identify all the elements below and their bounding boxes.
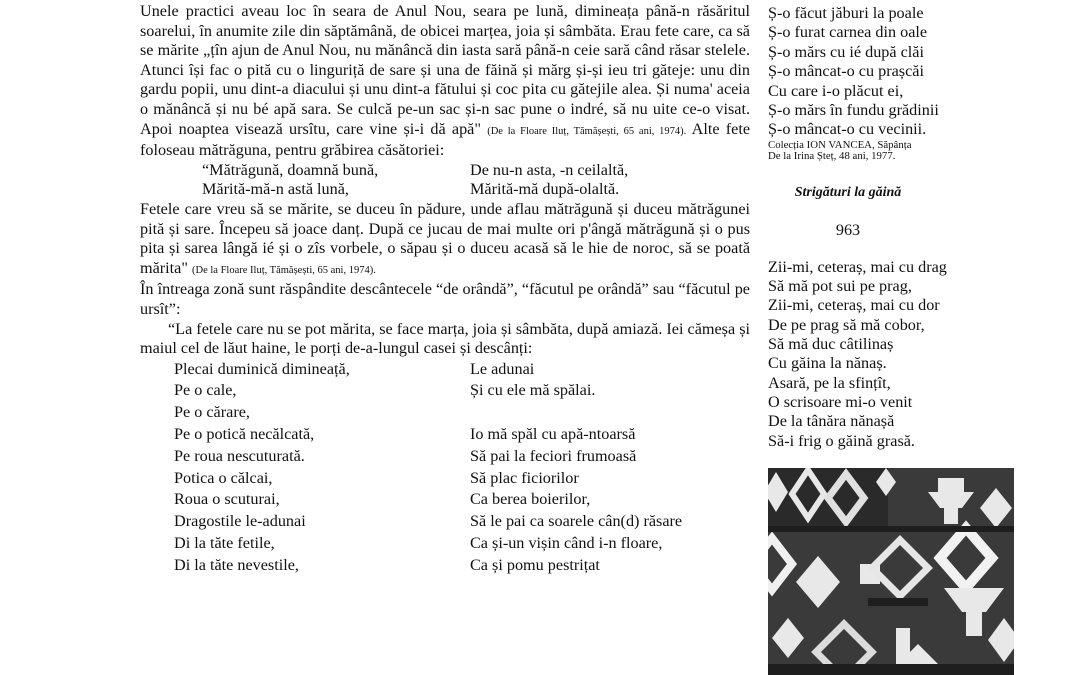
verse-line: Pe o potică necălcată,: [174, 425, 315, 444]
verse-line: Pe o cale,: [174, 381, 237, 400]
verse-line: Di la tăte fetile,: [174, 534, 275, 553]
poem-line: Să mă duc câtilinaș: [768, 335, 894, 354]
paragraph-mandrake-ritual: [140, 200, 750, 280]
embroidery-photo: [768, 468, 1014, 675]
verse-line-left: Mărită-mă-n astă lună,: [202, 180, 349, 199]
embroidery-pattern-image: [768, 468, 1014, 675]
paragraph-tail: Alte fete foloseau mătrăguna, pentru grăbirea căsătoriei:: [140, 119, 750, 160]
verse-line-right: Mărită-mă după-olaltă.: [470, 180, 620, 199]
poem-line: Ș-o furat carnea din oale: [768, 23, 928, 42]
verse-line: Să plac ficiorilor: [470, 468, 579, 487]
verse-line: Potica o călcai,: [174, 468, 273, 487]
paragraph-text: Fetele care vreu să se mărite, se duceu în pădure, unde aflau mătrăgună și duceu mătrăgunei pită și sare. Începeu să joace danț. După ce jucau de mai multe ori p'ângă mătrăgună și o pus pita și sarea lângă ié și o zîs vorbele, o săpau și o duceu acasă să le hie de noroc, să se poată mărita": [140, 199, 750, 277]
poem-line: Asară, pe la sfințît,: [768, 373, 891, 392]
verse-line: Ca și-un vișin când i-n floare,: [470, 534, 663, 553]
poem-line: Cu găina la nănaș.: [768, 354, 887, 373]
verse-line-left: “Mătrăgună, doamnă bună,: [202, 160, 379, 179]
charm-verses: [140, 359, 750, 577]
poem-line: Ș-o mărs cu ié după clăi: [768, 42, 924, 61]
verse-line: Ca și pomu pestrițat: [470, 555, 600, 574]
poem-number: 963: [835, 220, 861, 239]
poem-continuation: [768, 4, 1000, 140]
mandrake-verse: [140, 161, 750, 200]
poem-line: De la tânăra nănașă: [768, 412, 895, 431]
section-title: Strigături la găină: [794, 184, 902, 200]
main-column: [140, 0, 750, 577]
poem-line: Ș-o făcut jăburi la poale: [768, 4, 924, 22]
verse-line-right: De nu-n asta, -n ceilaltă,: [470, 160, 629, 179]
verse-column-left: [140, 359, 470, 577]
source-citation: (De la Floare Iluț, Tămășești, 65 ani, 1974).: [192, 264, 376, 276]
poem-line: Zii-mi, ceteraș, mai cu dor: [768, 296, 940, 315]
source-citation: (De la Floare Iluț, Tămășești, 65 ani, 1974).: [487, 125, 687, 137]
poem-line: Cu care i-o plăcut ei,: [768, 81, 904, 100]
poem-line: O scrisoare mi-o venit: [768, 392, 913, 411]
poem-line: Ș-o mâncat-o cu vecinii.: [768, 120, 927, 139]
paragraph-charm-instructions: “La fetele care nu se pot mărita, se face marța, joia și sâmbăta, după amiază. Iei cămeșa și maiul cel de lăut haine, le porți de-a-lungul casei și descânți:: [140, 319, 751, 358]
paragraph-charms-intro: În întreaga zonă sunt răspândite descântecele “de orândă”, “făcutul pe orândă” sau “făcutul pe ursît”:: [140, 280, 750, 318]
verse-line: Dragostile le-adunai: [174, 512, 306, 531]
poem-line: Ș-o mâncat-o cu prașcăi: [768, 62, 924, 81]
poem-line: Ș-o mărs în fundu grădinii: [768, 101, 939, 120]
verse-line: Le adunai: [470, 359, 535, 378]
poem-line: Zii-mi, ceteraș, mai cu drag: [768, 257, 947, 276]
collection-credit: Colecția ION VANCEA, Săpânța: [768, 138, 912, 151]
informant-credit: De la Irina Șteț, 48 ani, 1977.: [768, 150, 896, 163]
poem-line: Să mă pot sui pe prag,: [768, 277, 912, 296]
verse-line: Să pai la feciori frumoasă: [470, 446, 637, 465]
side-column: [768, 4, 1000, 451]
verse-line: Roua o scuturai,: [174, 490, 280, 509]
verse-line: Să le pai ca soarele cân(d) răsare: [470, 512, 683, 531]
poem-strigaturi: [768, 258, 1000, 451]
verse-column-right: [470, 359, 682, 577]
verse-line: Ca berea boierilor,: [470, 490, 591, 509]
verse-line: Io mă spăl cu apă-ntoarsă: [470, 425, 636, 444]
verse-row: [140, 180, 750, 200]
paragraph-new-year-practices: [140, 2, 750, 161]
paragraph-text: Unele practici aveau loc în seara de Anul Nou, seara pe lună, dimineața până-n răsăritul soarelui, în anumite zile din săptămână, de obicei marțea, joia și sâmbăta. Erau fete care, ca să se mărite „țîn ajun de Anul Nou, nu mănâncă din iasta sară până-n ceie sară când răsar stelele. Atunci își fac o pită cu o linguriță de sare și una de făină și mărg și-și ieu tri găteje: unu din gardu popii, unu dint-a diacului și unu dint-a fătului și coc pita cu gătejile alea. Și numa' aceia o mănâncă și nu bé apă sara. Se culcă pe-un sac și-n sac pune o indré, să nu uite ce-o visat. Apoi noaptea visează ursîtu, care vine și-i dă apă": [140, 2, 750, 138]
verse-line: Pe roua nescuturată.: [174, 446, 305, 465]
verse-line: Pe o cărare,: [174, 403, 250, 422]
poem-line: Să-i frig o găină grasă.: [768, 431, 915, 450]
verse-line: Și cu ele mă spălai.: [470, 381, 596, 400]
verse-line: Di la tăte nevestile,: [174, 555, 299, 574]
poem-line: De pe prag să mă cobor,: [768, 315, 925, 334]
verse-line: Plecai duminică dimineață,: [174, 359, 350, 378]
verse-row: [140, 161, 750, 181]
verse-line: [470, 402, 682, 424]
